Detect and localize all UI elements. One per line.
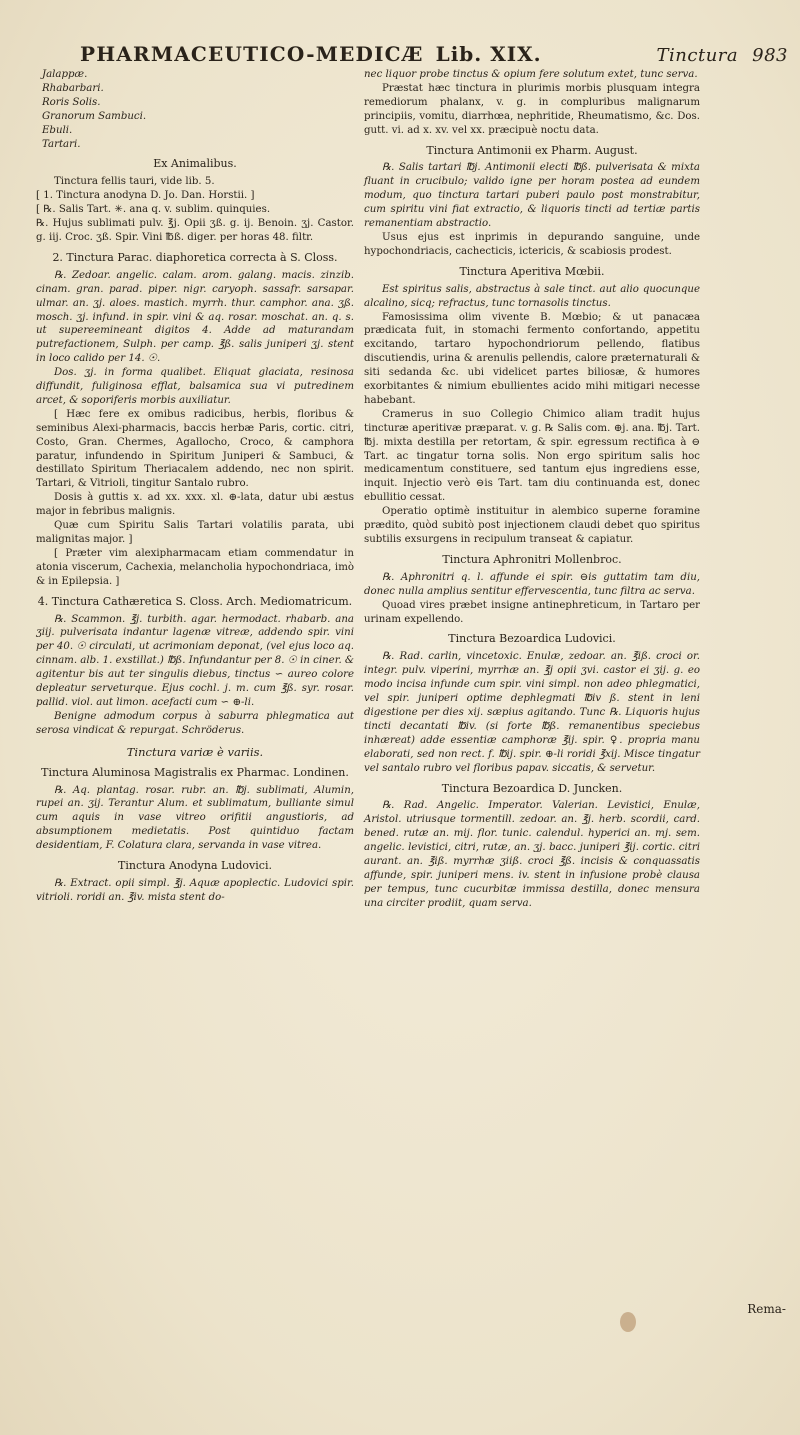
text-paragraph: Dos. ʒj. in forma qualibet. Eliquat glaciata, resinosa diffundit, fuliginosa efflat, balsamica sua vi putredinem arcet, & soporiferis morbis auxiliatur.: [36, 367, 354, 406]
text-paragraph: Famosissima olim vivente B. Mœbio; & ut panacæa prædicata fuit, in stomachi fermento confortando, appetitu excitando, tartaro hypochondriorum pellendo, flatibus discutiendis, urina & arenulis pellendis, calore præternaturali & siti sedanda &c. ubi videlicet partes biliosæ, & humores exorbitantes & nimium ebullientes acido mihi mitigari necesse habebant.: [364, 311, 700, 406]
text-paragraph: Ebuli.: [42, 124, 73, 136]
text-paragraph: ℞. Aq. plantag. rosar. rubr. an. ℔j. sublimati, Alumin, rupei an. ʒij. Terantur Alum. et sublimatum, bulliante simul cum aquis in vase vitreo orifitii angustioris, ad absumptionem medietatis. Post quintiduo factam desidentiam, F. Colatura clara, servanda in vase vitrea.: [36, 784, 354, 852]
text-paragraph: Dosis à guttis x. ad xx. xxx. xl. ⊕-lata, datur ubi æstus major in febribus malignis.: [36, 492, 354, 518]
text-paragraph: Cramerus in suo Collegio Chimico aliam tradit hujus tincturæ aperitivæ præparat. v. g. ℞ Salis com. ⊕j. ana. ℔j. Tart. ℔j. mixta destilla per retortam, & spir. egressum rectifica à ⊖ Tart. ac tingatur torna solis. Non ergo spiritum salis hoc medicamentum constituere, sed tantum ejus ingrediens esse, inquit. Injectio verò ⊖is Tart. tam diu continuanda est, donec ebullitio cessat.: [364, 408, 700, 504]
text-paragraph: ℞. Aphronitri q. l. affunde ei spir. ⊖is guttatim tam diu, donec nulla amplius sentitur effervescentia, tunc filtra ac serva.: [364, 571, 700, 597]
text-paragraph: ℞. Extract. opii simpl. ℥j. Aquæ apoplectic. Ludovici spir. vitrioli. roridi an. ℥iv. mista stent do-: [36, 877, 354, 903]
text-paragraph: ℞. Hujus sublimati pulv. ℥j. Opii ʒß. g. ij. Benoin. ʒj. Castor. g. iij. Croc. ʒß. Spir. Vini ℔ß. diger. per horas 48. filtr.: [36, 218, 354, 243]
text-paragraph: [ Præter vim alexipharmacam etiam commendatur in atonia viscerum, Cachexia, melancholia hypochondriaca, imò & in Epilepsia. ]: [36, 547, 354, 587]
section-heading: Tinctura Aphronitri Mollenbroc.: [442, 552, 622, 566]
header-title: PHARMACEUTICO-MEDICÆ: [80, 42, 424, 66]
section-heading: Tinctura Anodyna Ludovici.: [118, 859, 272, 873]
text-paragraph: Operatio optimè instituitur in alembico superne foramine prædito, quòd subitò post injectionem claudi debet quo spiritus subtilis exsurgens in recipulum transeat & capiatur.: [364, 506, 700, 545]
section-heading: 2. Tinctura Parac. diaphoretica correcta à S. Closs.: [52, 250, 338, 264]
text-paragraph: Præstat hæc tinctura in plurimis morbis plusquam integra remediorum phalanx, v. g. in compluribus malignarum principiis, vomitu, diarrhœa, nephritide, Rheumatismo, &c. Dos. gutt. vi. ad x. xv. vel xx. præcipuè noctu data.: [364, 82, 700, 136]
left-text-column: [36, 68, 354, 905]
header-book-number: Lib. XIX.: [435, 42, 542, 66]
text-paragraph: ℞. Scammon. ℥j. turbith. agar. hermodact. rhabarb. ana ʒiij. pulverisata indantur lagenæ vitreæ, addendo spir. vini per 40. ☉ circulati, ut acrimoniam deponat, (vel ejus loco aq. cinnam. alb. 1. exstillat.) ℔ß. Infundantur per 8. ☉ in ciner. & agitentur bis aut ter singulis diebus, tinctus ∽ aureo colore depleatur serveturque. Ejus cochl. j. m. cum ℥ß. syr. rosar. pallid. viol. aut limon. acefacti cum ∽ ⊕-li.: [36, 613, 354, 708]
section-heading: 4. Tinctura Cathæretica S. Closs. Arch. Mediomatricum.: [37, 594, 353, 608]
page-number: 983: [752, 45, 788, 66]
section-heading: Tinctura variæ è variis.: [126, 744, 264, 759]
text-paragraph: Tinctura fellis tauri, vide lib. 5.: [54, 176, 215, 188]
catchword: Rema-: [747, 1302, 786, 1316]
header-section: Tinctura: [656, 45, 739, 66]
text-paragraph: [ 1. Tinctura anodyna D. Jo. Dan. Horstii. ]: [36, 190, 255, 202]
text-paragraph: Jalappæ.: [42, 69, 88, 80]
text-paragraph: ℞. Rad. Angelic. Imperator. Valerian. Levistici, Enulæ, Aristol. utriusque tormentill. zedoar. an. ℥j. herb. scordii, card. bened. rutæ an. mij. flor. tunic. calendul. hyperici an. mj. sem. angelic. levistici, citri, rutæ, an. ʒj. bacc. juniperi ℥ij. cortic. citri aurant. an. ℥iß. myrrhæ ʒiiß. croci ℥ß. incisis & conquassatis affunde, spir. juniperi mens. iv. stent in infusione probè clausa per tempus, tunc cucurbitæ immissa destilla, donec mensura una circiter prodiit, quam serva.: [364, 800, 700, 909]
text-paragraph: nec liquor probe tinctus & opium fere solutum extet, tunc serva.: [364, 69, 698, 80]
text-paragraph: Rhabarbari.: [42, 82, 104, 94]
text-paragraph: Benigne admodum corpus à saburra phlegmatica aut serosa vindicat & repurgat. Schröderus.: [36, 710, 354, 736]
text-paragraph: [ Hæc fere ex omibus radicibus, herbis, floribus & seminibus Alexi-pharmacis, baccis herbæ Paris, cortic. citri, Costo, Gran. Chermes, Agallocho, Croco, & camphora paratur, infundendo in Spiritum Juniperi & Sambuci, & destillato Spiritum Theriacalem addendo, nec non spirit. Tartari, & Vitrioli, tingitur Santalo rubro.: [36, 408, 354, 490]
section-heading: Tinctura Aperitiva Mœbii.: [459, 264, 605, 278]
text-paragraph: Roris Solis.: [42, 96, 101, 108]
text-paragraph: [ ℞. Salis Tart. ✳. ana q. v. sublim. quinquies.: [36, 204, 271, 216]
section-heading: Tinctura Aluminosa Magistralis ex Pharmac. Londinen.: [41, 765, 349, 779]
right-text-column: [364, 68, 700, 911]
text-paragraph: Usus ejus est inprimis in depurando sanguine, unde hypochondriacis, cachecticis, ictericis, & scabiosis prodest.: [364, 231, 700, 257]
text-paragraph: ℞. Rad. carlin, vincetoxic. Enulæ, zedoar. an. ℥iß. croci or. integr. pulv. viperini, myrrhæ an. ℥j opii ʒvi. castor ei ʒij. g. eo modo incisa infunde cum spir. vini simpl. non adeo phlegmatici, vel spir. juniperi optime dephlegmati ℔iv ß. stent in leni digestione per dies xij. sæpius agitando. Tunc ℞. Liquoris hujus tincti decantati ℔iv. (si forte ℔ß. remanentibus speciebus inhæreat) adde essentiæ camphoræ ℥ij. spir. ♀. propria manu elaborati, sed non rect. f. ℔ij. spir. ⊕-li roridi ℥xij. Misce tingatur vel santalo rubro vel floribus papav. siccatis, & servetur.: [364, 651, 700, 774]
section-heading: Tinctura Bezoardica D. Juncken.: [441, 781, 623, 795]
text-paragraph: Granorum Sambuci.: [42, 110, 147, 122]
text-paragraph: ℞. Salis tartari ℔j. Antimonii electi ℔ß. pulverisata & mixta fluant in crucibulo; valido igne per horam postea ad eundem modum, quo tinctura tartari puberi paulo post monstrabitur, cum spiritu vini fiat extractio, & liquoris tincti ad tertiæ partis remanentiam abstractio.: [364, 162, 700, 230]
section-heading: Tinctura Antimonii ex Pharm. August.: [426, 143, 638, 157]
section-heading: Ex Animalibus.: [153, 157, 237, 171]
text-paragraph: Tartari.: [42, 138, 81, 150]
section-heading: Tinctura Bezoardica Ludovici.: [448, 632, 616, 646]
paper-stain: [620, 1312, 636, 1332]
text-paragraph: Quoad vires præbet insigne antinephreticum, in Tartaro per urinam expellendo.: [364, 599, 700, 625]
text-paragraph: Est spiritus salis, abstractus à sale tinct. aut alio quocunque alcalino, sicq; refractus, tunc tornasolis tinctus.: [364, 283, 700, 309]
text-paragraph: ℞. Zedoar. angelic. calam. arom. galang. macis. zinzib. cinam. gran. parad. piper. nigr. caryoph. sassafr. sarsapar. ulmar. an. ʒj. aloes. mastich. myrrh. thur. camphor. ana. ʒß. mosch. ʒj. infund. in spir. vini & aq. rosar. moschat. an. q. s. ut supereemineant digitos 4. Adde ad maturandam putrefactionem, Sulph. per camp. ℥ß. salis juniperi ʒj. stent in loco calido per 14. ☉.: [36, 269, 354, 365]
text-paragraph: Quæ cum Spiritu Salis Tartari volatilis parata, ubi malignitas major. ]: [36, 520, 354, 545]
